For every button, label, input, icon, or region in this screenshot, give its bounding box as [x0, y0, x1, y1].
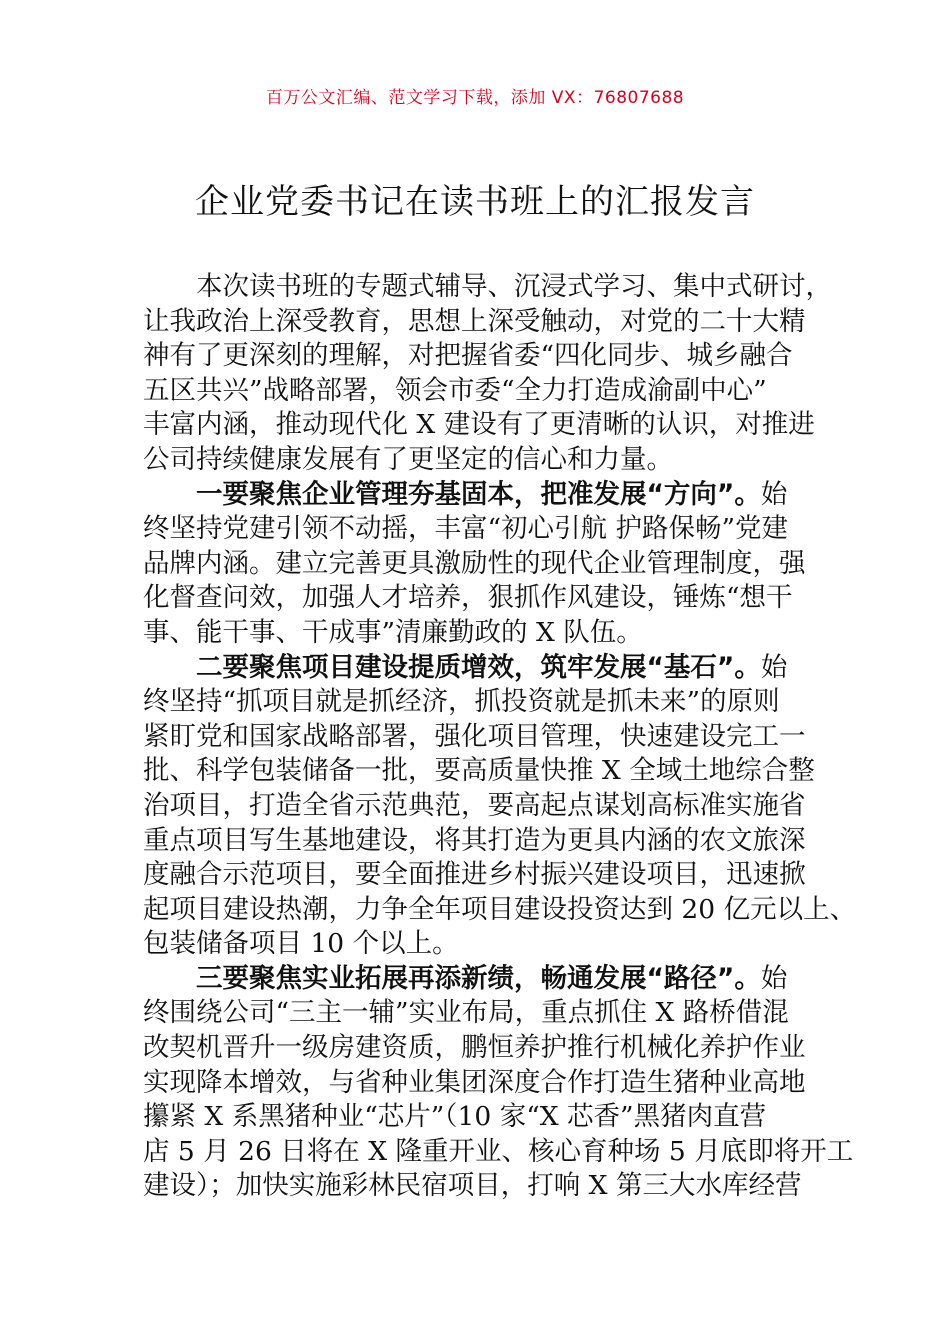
- body-line: [143, 754, 815, 789]
- body-line: [143, 512, 811, 547]
- body-line: [143, 893, 857, 928]
- body-line: [143, 1031, 811, 1066]
- body-text: 治项目，打造全省示范典范，要高起点谋划高标准实施省: [143, 789, 806, 821]
- body-line: [143, 305, 811, 340]
- body-line: [143, 478, 811, 513]
- body-line: [143, 374, 811, 409]
- body-text: 让我政治上深受教育，思想上深受触动，对党的二十大精: [143, 305, 806, 337]
- body-line: [143, 339, 811, 374]
- section-heading: 二要聚焦项目建设提质增效，筑牢发展“基石”。: [196, 651, 761, 683]
- body-line: [143, 270, 832, 305]
- body-text: 始: [760, 962, 788, 994]
- body-line: [143, 1100, 811, 1135]
- body-line: [143, 996, 811, 1031]
- body-text: 五区共兴”战略部署，领会市委“全力打造成渝副中心”: [143, 374, 767, 406]
- body-line: [143, 581, 811, 616]
- body-line: [143, 1066, 811, 1101]
- body-line: [143, 824, 811, 859]
- body-text: 紧盯党和国家战略部署，强化项目管理，快速建设完工一: [143, 720, 806, 752]
- body-text: 终坚持党建引领不动摇，丰富“初心引航 护路保畅”党建: [143, 513, 789, 545]
- document-body: [143, 270, 857, 1204]
- body-line: [143, 408, 815, 443]
- body-line: [143, 858, 811, 893]
- body-line: [143, 1169, 811, 1204]
- body-text: 批、科学包装储备一批，要高质量快推 X 全域土地综合整: [143, 755, 815, 787]
- body-text: 本次读书班的专题式辅导、沉浸式学习、集中式研讨，: [196, 271, 832, 302]
- body-line: [143, 616, 811, 651]
- section-heading: 三要聚焦实业拓展再添新绩，畅通发展“路径”。: [196, 962, 761, 994]
- body-text: 始: [760, 478, 788, 510]
- body-line: [143, 547, 811, 582]
- body-text: 起项目建设热潮，力争全年项目建设投资达到 20 亿元以上、: [143, 893, 857, 925]
- body-line: [143, 962, 811, 997]
- body-line: [143, 927, 811, 962]
- body-text: 终坚持“抓项目就是抓经济，抓投资就是抓未来”的原则: [143, 686, 780, 718]
- body-text: 公司持续健康发展有了更坚定的信心和力量。: [143, 443, 673, 475]
- body-text: 重点项目写生基地建设，将其打造为更具内涵的农文旅深: [143, 824, 806, 856]
- body-line: [143, 443, 811, 478]
- body-text: 度融合示范项目，要全面推进乡村振兴建设项目，迅速掀: [143, 859, 806, 891]
- watermark-header: 百万公文汇编、范文学习下载，添加 VX：76807688: [265, 88, 685, 108]
- body-text: 始: [760, 651, 788, 683]
- section-heading: 一要聚焦企业管理夯基固本，把准发展“方向”。: [196, 478, 761, 510]
- document-title: 企业党委书记在读书班上的汇报发言: [195, 182, 755, 222]
- body-line: [143, 685, 811, 720]
- body-text: 化督查问效，加强人才培养，狠抓作风建设，锤炼“想干: [143, 582, 793, 614]
- body-line: [143, 720, 811, 755]
- body-text: 包装储备项目 10 个以上。: [143, 928, 459, 960]
- body-text: 实现降本增效，与省种业集团深度合作打造生猪种业高地: [143, 1066, 806, 1098]
- body-text: 事、能干事、干成事”清廉勤政的 X 队伍。: [143, 616, 643, 648]
- body-text: 品牌内涵。建立完善更具激励性的现代企业管理制度，强: [143, 547, 806, 579]
- body-text: 店 5 月 26 日将在 X 隆重开业、核心育种场 5 月底即将开工: [143, 1135, 854, 1167]
- body-line: [143, 651, 811, 686]
- body-text: 丰富内涵，推动现代化 X 建设有了更清晰的认识，对推进: [143, 409, 815, 441]
- body-text: 改契机晋升一级房建资质，鹏恒养护推行机械化养护作业: [143, 1032, 806, 1064]
- body-line: [143, 789, 811, 824]
- body-line: [143, 1135, 854, 1170]
- body-text: 神有了更深刻的理解，对把握省委“四化同步、城乡融合: [143, 340, 793, 372]
- body-text: 攥紧 X 系黑猪种业“芯片”（10 家“X 芯香”黑猪肉直营: [143, 1101, 767, 1133]
- body-text: 建设）；加快实施彩林民宿项目，打响 X 第三大水库经营: [143, 1170, 802, 1202]
- body-text: 终围绕公司“三主一辅”实业布局，重点抓住 X 路桥借混: [143, 997, 789, 1029]
